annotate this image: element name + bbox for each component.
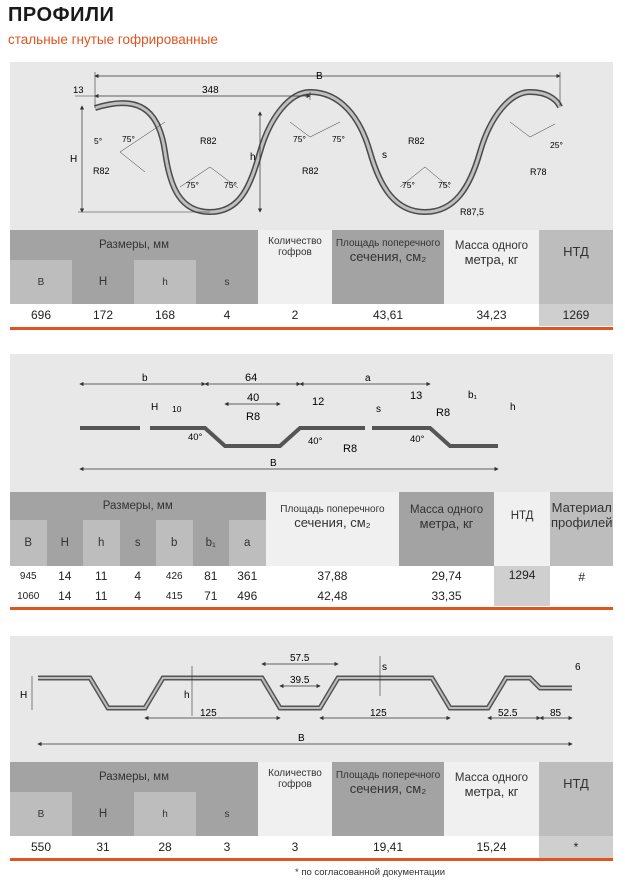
mass-header-1: Масса одного bbox=[454, 772, 529, 784]
dim-b: b bbox=[142, 373, 148, 384]
cell-s: 3 bbox=[196, 836, 258, 858]
area-header-1: Площадь поперечного bbox=[335, 770, 441, 781]
divider-2 bbox=[10, 607, 613, 610]
mass-header bbox=[444, 230, 539, 304]
dim-64: 64 bbox=[245, 372, 258, 384]
cell-s: 4 bbox=[196, 304, 258, 326]
r1-s: 4 bbox=[120, 566, 157, 586]
cell-area: 19,41 bbox=[332, 836, 444, 858]
mass-header-2: метра, кг bbox=[419, 516, 474, 531]
ntd-value: 1294 bbox=[494, 566, 551, 606]
cell-H: 31 bbox=[72, 836, 134, 858]
cell-ntd: * bbox=[539, 836, 613, 858]
dim-H: H bbox=[151, 402, 159, 413]
dim-B: B bbox=[316, 71, 323, 82]
angle-75-2: 75° bbox=[186, 180, 199, 190]
r1-h: 11 bbox=[83, 566, 120, 586]
material-header bbox=[550, 492, 613, 566]
angle-75-3: 75° bbox=[224, 180, 237, 190]
col-h: h bbox=[83, 520, 120, 566]
r2-mass: 33,35 bbox=[399, 586, 493, 606]
cell-h: 28 bbox=[134, 836, 196, 858]
r1-mass: 29,74 bbox=[399, 566, 493, 586]
col-b: b bbox=[156, 520, 193, 566]
profile3-drawing-panel bbox=[10, 636, 613, 762]
dim-6: 6 bbox=[575, 662, 581, 673]
page-subtitle: стальные гнутые гофрированные bbox=[8, 32, 218, 47]
r1-b: 426 bbox=[156, 566, 193, 586]
r2-B: 1060 bbox=[10, 586, 47, 606]
area-header-2: сечения, см₂ bbox=[349, 781, 427, 796]
mass-header-1: Масса одного bbox=[454, 240, 529, 252]
cell-count: 2 bbox=[258, 304, 332, 326]
dims-header: Размеры, мм bbox=[10, 762, 258, 792]
col-h: h bbox=[134, 792, 196, 836]
dim-12: 12 bbox=[312, 396, 325, 408]
angle-75-1: 75° bbox=[122, 134, 135, 144]
page-title: ПРОФИЛИ bbox=[8, 4, 115, 26]
angle-75-7: 75° bbox=[438, 180, 451, 190]
profile1-drawing-panel bbox=[10, 62, 613, 230]
r1-B: 945 bbox=[10, 566, 47, 586]
col-h: h bbox=[134, 260, 196, 304]
dim-10: 10 bbox=[172, 404, 182, 414]
profile3-drawing bbox=[10, 636, 613, 762]
col-B: B bbox=[10, 792, 72, 836]
col-H: H bbox=[47, 520, 84, 566]
angle-40-1: 40° bbox=[188, 432, 203, 443]
r1-area: 37,88 bbox=[266, 566, 400, 586]
angle-40-2: 40° bbox=[308, 436, 323, 447]
angle-25: 25° bbox=[550, 140, 563, 150]
dim-b1: b₁ bbox=[468, 390, 477, 401]
divider-3 bbox=[10, 858, 613, 861]
mass-header bbox=[444, 762, 539, 836]
profile1-drawing bbox=[10, 62, 613, 230]
material-value: # bbox=[550, 566, 613, 606]
r78: R78 bbox=[530, 167, 547, 177]
r8-3: R8 bbox=[343, 443, 358, 455]
dim-B: B bbox=[270, 458, 277, 469]
cell-area: 43,61 bbox=[332, 304, 444, 326]
area-header-1: Площадь поперечного bbox=[280, 504, 385, 515]
dim-H: H bbox=[70, 154, 78, 165]
dim-125-2: 125 bbox=[370, 708, 387, 719]
dim-B: B bbox=[298, 733, 305, 744]
r87-5: R87,5 bbox=[460, 207, 485, 217]
dim-125-1: 125 bbox=[200, 708, 217, 719]
mass-header-1: Масса одного bbox=[409, 504, 484, 516]
cell-ntd: 1269 bbox=[539, 304, 613, 326]
dim-39-5: 39.5 bbox=[290, 675, 310, 686]
col-H: H bbox=[72, 260, 134, 304]
count-header: Количество гофров bbox=[258, 230, 332, 304]
profile1-table bbox=[10, 230, 613, 326]
r8-2: R8 bbox=[436, 407, 451, 419]
ntd-header: НТД bbox=[494, 492, 551, 566]
mass-header bbox=[399, 492, 493, 566]
angle-75-5: 75° bbox=[332, 134, 345, 144]
cell-H: 172 bbox=[72, 304, 134, 326]
r2-h: 11 bbox=[83, 586, 120, 606]
r1-H: 14 bbox=[47, 566, 84, 586]
r1-a: 361 bbox=[229, 566, 266, 586]
r2-area: 42,48 bbox=[266, 586, 400, 606]
cell-h: 168 bbox=[134, 304, 196, 326]
cell-count: 3 bbox=[258, 836, 332, 858]
area-header-2: сечения, см₂ bbox=[349, 249, 427, 264]
dim-13: 13 bbox=[73, 85, 84, 96]
angle-75-6: 75° bbox=[402, 180, 415, 190]
cell-mass: 34,23 bbox=[444, 304, 539, 326]
col-H: H bbox=[72, 792, 134, 836]
col-B: B bbox=[10, 520, 47, 566]
ntd-header: НТД bbox=[539, 762, 613, 836]
profile3-table bbox=[10, 762, 613, 858]
dim-H: H bbox=[20, 690, 28, 701]
dim-s: s bbox=[382, 662, 387, 673]
area-header-1: Площадь поперечного bbox=[335, 238, 441, 249]
cell-B: 696 bbox=[10, 304, 72, 326]
col-s: s bbox=[196, 260, 258, 304]
r2-s: 4 bbox=[120, 586, 157, 606]
r8-1: R8 bbox=[246, 411, 261, 423]
area-header bbox=[266, 492, 400, 566]
col-a: a bbox=[229, 520, 266, 566]
ntd-header: НТД bbox=[539, 230, 613, 304]
profile2-drawing-panel bbox=[10, 354, 613, 492]
material-header-2: профилей bbox=[550, 515, 613, 530]
dim-h: h bbox=[184, 690, 190, 701]
dim-h: h bbox=[510, 402, 516, 413]
r1-b1: 81 bbox=[193, 566, 230, 586]
area-header-2: сечения, см₂ bbox=[294, 515, 371, 530]
angle-40-3: 40° bbox=[410, 434, 425, 445]
area-header bbox=[332, 762, 444, 836]
dim-348: 348 bbox=[202, 85, 219, 96]
r2-H: 14 bbox=[47, 586, 84, 606]
col-s: s bbox=[196, 792, 258, 836]
dim-85: 85 bbox=[550, 708, 562, 719]
dims-header: Размеры, мм bbox=[10, 230, 258, 260]
dim-h: h bbox=[250, 152, 256, 163]
r2-b1: 71 bbox=[193, 586, 230, 606]
profile2-drawing bbox=[10, 354, 613, 492]
cell-mass: 15,24 bbox=[444, 836, 539, 858]
dim-13: 13 bbox=[410, 390, 423, 402]
angle-75-4: 75° bbox=[293, 134, 306, 144]
r2-b: 415 bbox=[156, 586, 193, 606]
divider-1 bbox=[10, 327, 613, 330]
area-header bbox=[332, 230, 444, 304]
footnote: * по согласованной документации bbox=[295, 867, 446, 878]
angle-5: 5° bbox=[94, 136, 103, 146]
col-b1: b₁ bbox=[193, 520, 230, 566]
r82-1: R82 bbox=[93, 166, 110, 176]
count-header: Количество гофров bbox=[258, 762, 332, 836]
r82-4: R82 bbox=[408, 136, 425, 146]
dim-a: a bbox=[365, 373, 371, 384]
material-header-1: Материал bbox=[551, 500, 612, 515]
col-s: s bbox=[120, 520, 157, 566]
dims-header: Размеры, мм bbox=[10, 492, 266, 520]
col-B: B bbox=[10, 260, 72, 304]
dim-s: s bbox=[376, 404, 381, 415]
r82-3: R82 bbox=[302, 166, 319, 176]
mass-header-2: метра, кг bbox=[464, 784, 519, 799]
dim-57-5: 57.5 bbox=[290, 653, 310, 664]
dim-s: s bbox=[382, 150, 387, 161]
cell-B: 550 bbox=[10, 836, 72, 858]
profile2-table bbox=[10, 492, 613, 606]
mass-header-2: метра, кг bbox=[464, 252, 519, 267]
r82-2: R82 bbox=[200, 136, 217, 146]
dim-52-5: 52.5 bbox=[498, 708, 518, 719]
dim-40: 40 bbox=[247, 392, 260, 404]
r2-a: 496 bbox=[229, 586, 266, 606]
